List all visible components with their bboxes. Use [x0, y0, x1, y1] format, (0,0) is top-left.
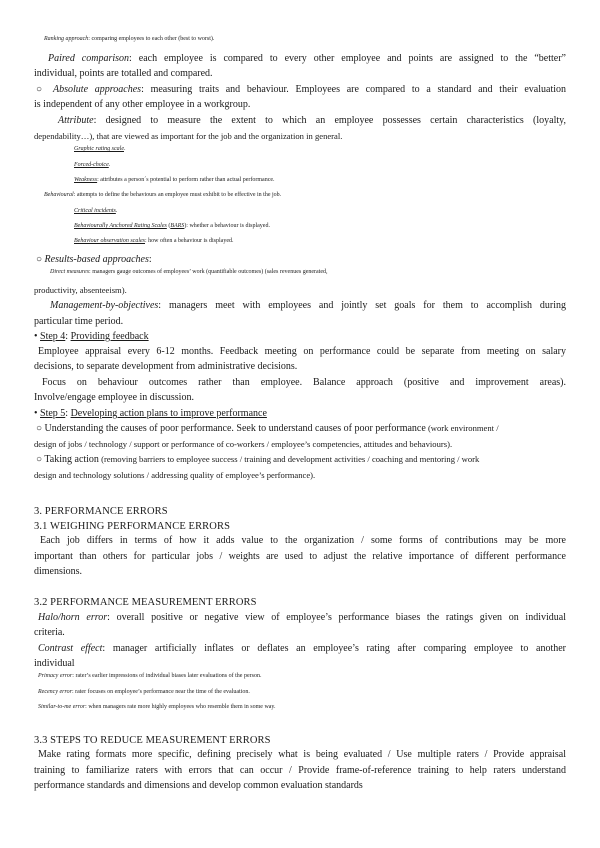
absolute-line-1	[36, 84, 566, 97]
s33-title: 3.3 STEPS TO REDUCE MEASUREMENT ERRORS	[34, 735, 271, 746]
weakness-term: Weakness	[74, 177, 98, 183]
step5-a-line-1	[36, 423, 568, 436]
halo-line-1	[38, 612, 566, 625]
halo-term: Halo/horn error	[38, 612, 108, 623]
bars-open: (	[166, 223, 171, 229]
circle-bullet-icon: ○	[36, 84, 47, 95]
step4-p1-line-2: decisions, to separate development from administrative decisions.	[34, 361, 298, 372]
primacy-line	[38, 673, 570, 681]
critical-term: Critical incidents	[74, 208, 116, 214]
s33-line-2: training to familiarize raters with errors that can occur / Provide frame-of-reference training to help raters understand	[34, 765, 566, 776]
step5-title: Developing action plans to improve performance	[70, 408, 267, 419]
graphic-text: .	[124, 146, 126, 152]
step5-b-rest: (removing barriers to employee success / training and development activities / coaching and mentoring / work	[98, 454, 480, 464]
step4-title: Providing feedback	[70, 331, 149, 342]
circle-bullet-icon: ○	[36, 423, 43, 434]
step5-sep: :	[65, 408, 71, 419]
critical-line	[74, 208, 600, 216]
bars-line	[74, 223, 600, 231]
step5-b-lead: Taking action	[44, 454, 99, 465]
absolute-term: Absolute approaches	[53, 84, 142, 95]
graphic-term: Graphic rating scale	[74, 146, 124, 152]
results-text: :	[148, 254, 152, 265]
bars-text: ): whether a behaviour is displayed.	[184, 223, 270, 229]
absolute-text-1: : measuring traits and behaviour. Employees are compared to a standard and their evaluation	[141, 84, 567, 95]
halo-line-2: criteria.	[34, 627, 65, 638]
contrast-line-1	[38, 643, 566, 656]
step5-label: Step 5	[40, 408, 66, 419]
primacy-term: Primacy error	[38, 673, 73, 679]
bullet-icon: •	[34, 331, 38, 342]
graphic-line	[74, 146, 600, 154]
s31-title: 3.1 WEIGHING PERFORMANCE ERRORS	[34, 521, 231, 532]
step5-a-line-2: design of jobs / technology / support or performance of co-workers / employee’s competencies, attitudes and behaviours).	[34, 439, 453, 449]
bos-line	[74, 238, 600, 246]
bos-term: Behaviour observation scales	[74, 238, 145, 244]
s33-line-1: Make rating formats more specific, defining precisely what is being evaluated / Use multiple raters / Provide appraisal	[38, 749, 566, 760]
recency-line	[38, 689, 570, 697]
mbo-term: Management-by-objectives	[50, 300, 159, 311]
similar-text: : when managers rate more highly employees who resemble them in some way.	[85, 704, 276, 710]
direct-text-1: : managers gauge outcomes of employees’ work (quantifiable outcomes) (sales revenues generated,	[89, 269, 328, 275]
direct-line-2: productivity, absenteeism).	[34, 285, 127, 295]
behavioural-term: Behavioural	[44, 192, 74, 198]
circle-bullet-icon: ○	[36, 254, 43, 265]
critical-text: .	[115, 208, 118, 214]
bars-term: Behaviourally Anchored Rating Scales	[74, 223, 167, 229]
results-line	[36, 254, 568, 267]
mbo-line-1	[50, 300, 566, 313]
step4-p2-line-2: Involve/engage employee in discussion.	[34, 392, 194, 403]
bos-text: : how often a behaviour is displayed.	[145, 238, 234, 244]
direct-term: Direct measures	[50, 269, 90, 275]
step4-sep: :	[65, 331, 71, 342]
forced-term: Forced-choice	[74, 162, 109, 168]
recency-term: Recency error	[38, 689, 72, 695]
recency-text: : rater focuses on employee’s performance near the time of the evaluation.	[71, 689, 250, 695]
weakness-line	[74, 177, 600, 185]
primacy-text: : rater’s earlier impressions of individual biases later evaluations of the person.	[72, 673, 262, 679]
absolute-line-2: is independent of any other employee in a workgroup.	[34, 99, 251, 110]
behavioural-line	[44, 192, 576, 200]
step4-p2-line-1: Focus on behaviour outcomes rather than employee. Balance approach (positive and improvement areas).	[42, 377, 566, 388]
contrast-line-2: individual	[34, 658, 75, 669]
forced-line	[74, 162, 600, 170]
attribute-text-1: : designed to measure the extent to which an employee possesses certain characteristics (loyalty,	[93, 115, 566, 126]
mbo-line-2: particular time period.	[34, 316, 124, 327]
weakness-text: : attributes a person´s potential to perform rather than actual performance.	[97, 177, 275, 183]
step5-b-line-1	[36, 454, 568, 467]
attribute-line-1	[58, 115, 566, 128]
s31-line-3: dimensions.	[34, 566, 83, 577]
paired-term: Paired comparison	[48, 53, 130, 64]
step5-a-rest: (work environment /	[425, 423, 499, 433]
attribute-line-2: dependability…), that are viewed as important for the job and the organization in general.	[34, 131, 343, 141]
ranking-term: Ranking approach	[44, 36, 89, 42]
bullet-icon: •	[34, 408, 38, 419]
attribute-term: Attribute	[58, 115, 94, 126]
circle-bullet-icon: ○	[36, 454, 43, 465]
s33-line-3: performance standards and dimensions and develop common evaluation standards	[34, 780, 363, 791]
results-term: Results-based approaches	[44, 254, 149, 265]
bars-abbr: BARS	[170, 223, 185, 229]
ranking-text: : comparing employees to each other (best to worst).	[88, 36, 215, 42]
step4-label: Step 4	[40, 331, 66, 342]
similar-term: Similar-to-me error	[38, 704, 86, 710]
similar-line	[38, 704, 570, 712]
direct-line-1	[50, 269, 582, 277]
s32-title: 3.2 PERFORMANCE MEASUREMENT ERRORS	[34, 597, 257, 608]
mbo-text-1: : managers meet with employees and jointly set goals for them to accomplish during	[158, 300, 566, 311]
paired-text-1: : each employee is compared to every other employee and points are assigned to the “better”	[129, 53, 566, 64]
behavioural-text: : attempts to define the behaviours an employee must exhibit to be effective in the job.	[73, 192, 282, 198]
paired-line-1	[48, 53, 566, 66]
s31-line-1: Each job differs in terms of how it adds value to the organization / some forms of contributions may be more	[40, 535, 566, 546]
ranking-line	[44, 36, 576, 44]
halo-text-1: : overall positive or negative view of employee’s performance biases the ratings given on individual	[107, 612, 566, 623]
forced-text: .	[108, 162, 111, 168]
step4-heading	[34, 331, 566, 344]
step5-a-lead: Understanding the causes of poor performance. Seek to understand causes of poor performance	[44, 423, 426, 434]
s31-line-2: important than others for particular jobs / weights are used to adjust the relative importance of different performance	[34, 551, 566, 562]
contrast-text-1: : manager artificially inflates or deflates an employee’s rating after comparing employee to another	[102, 643, 566, 654]
step5-b-line-2: design and technology solutions / addressing quality of employee’s performance).	[34, 470, 316, 480]
paired-line-2: individual, points are totalled and compared.	[34, 68, 213, 79]
step5-heading	[34, 408, 566, 421]
section3-title: 3. PERFORMANCE ERRORS	[34, 506, 168, 517]
step4-p1-line-1: Employee appraisal every 6-12 months. Feedback meeting on performance could be separate from meeting on salary	[38, 346, 566, 357]
contrast-term: Contrast effect	[38, 643, 103, 654]
